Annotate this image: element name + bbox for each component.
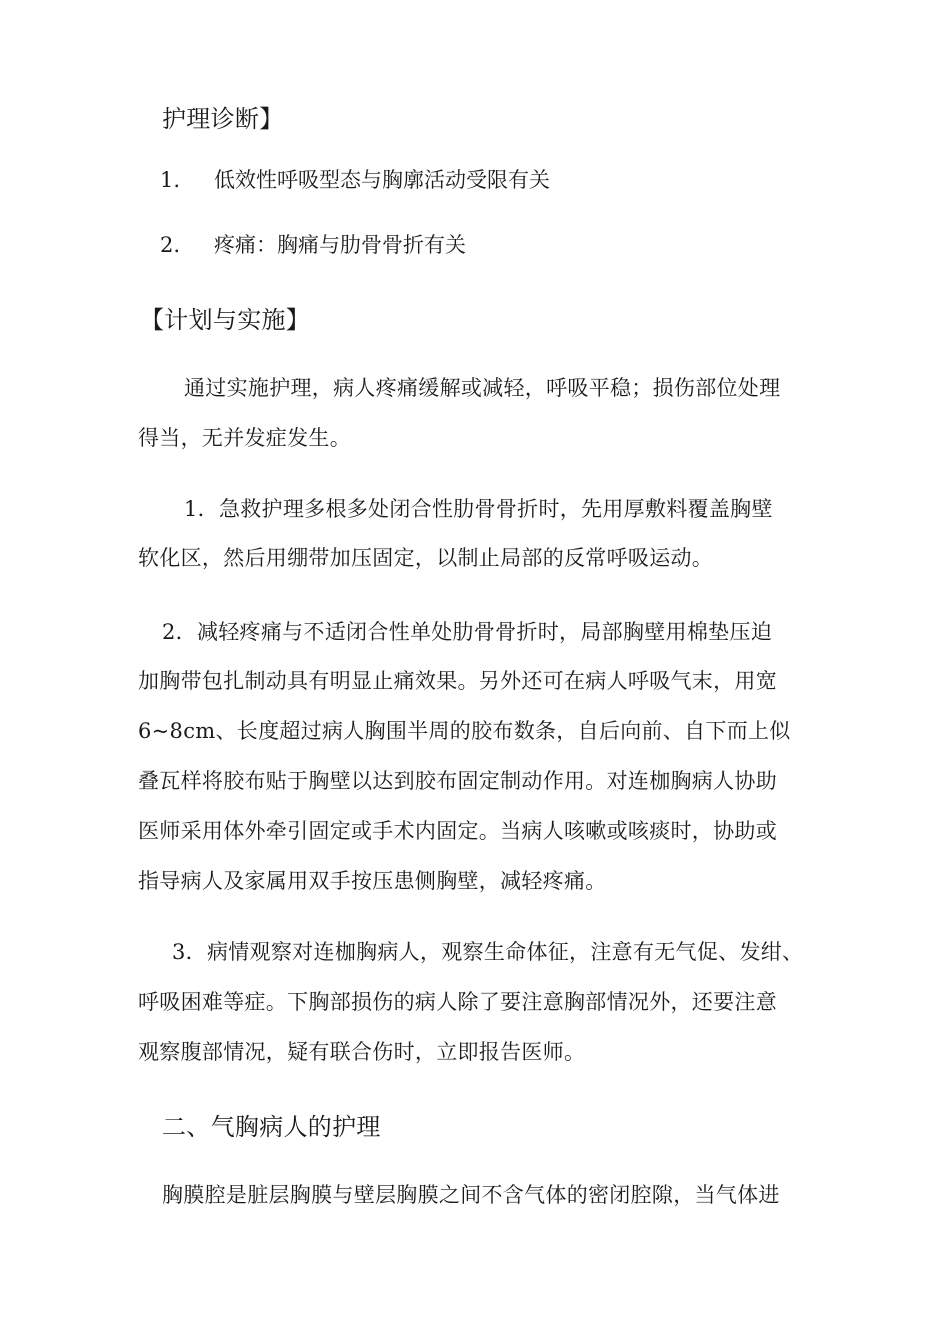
plan-heading: 【计划与实施】 [140,306,311,334]
plan-item1-line-1: 1．急救护理多根多处闭合性肋骨骨折时，先用厚敷料覆盖胸壁 [184,497,773,521]
diagnosis-heading: 护理诊断】 [162,105,284,133]
plan-intro-line-2: 得当，无并发症发生。 [138,426,351,450]
plan-item2-line-5: 医师采用体外牵引固定或手术内固定。当病人咳嗽或咳痰时，协助或 [138,819,777,843]
plan-item2-line-6: 指导病人及家属用双手按压患侧胸壁，减轻疼痛。 [138,869,607,893]
diagnosis-item-2-text: 疼痛：胸痛与肋骨骨折有关 [214,233,466,257]
diagnosis-item-2-number: 2. [160,233,181,257]
section2-paragraph-line-1: 胸膜腔是脏层胸膜与壁层胸膜之间不含气体的密闭腔隙，当气体进 [162,1183,780,1207]
plan-item2-line-3: 6~8cm、长度超过病人胸围半周的胶布数条，自后向前、自下而上似 [138,719,791,743]
plan-item3-line-3: 观察腹部情况，疑有联合伤时，立即报告医师。 [138,1040,586,1064]
plan-item1-line-2: 软化区，然后用绷带加压固定，以制止局部的反常呼吸运动。 [138,546,714,570]
plan-item2-line-4: 叠瓦样将胶布贴于胸壁以达到胶布固定制动作用。对连枷胸病人协助 [138,769,777,793]
section2-heading: 二、气胸病人的护理 [162,1113,381,1141]
plan-item2-line-2: 加胸带包扎制动具有明显止痛效果。另外还可在病人呼吸气末，用宽 [138,669,777,693]
plan-intro-line-1: 通过实施护理，病人疼痛缓解或减轻，呼吸平稳；损伤部位处理 [184,376,781,400]
diagnosis-item-1 [160,165,550,195]
diagnosis-item-1-number: 1. [160,168,181,192]
plan-item2-line-1: 2．减轻疼痛与不适闭合性单处肋骨骨折时，局部胸壁用棉垫压迫 [162,620,773,644]
plan-item3-line-2: 呼吸困难等症。下胸部损伤的病人除了要注意胸部情况外，还要注意 [138,990,777,1014]
diagnosis-item-1-text: 低效性呼吸型态与胸廓活动受限有关 [214,168,550,192]
diagnosis-item-2 [160,230,466,260]
plan-item3-line-1: 3．病情观察对连枷胸病人，观察生命体征，注意有无气促、发绀、 [172,940,804,964]
